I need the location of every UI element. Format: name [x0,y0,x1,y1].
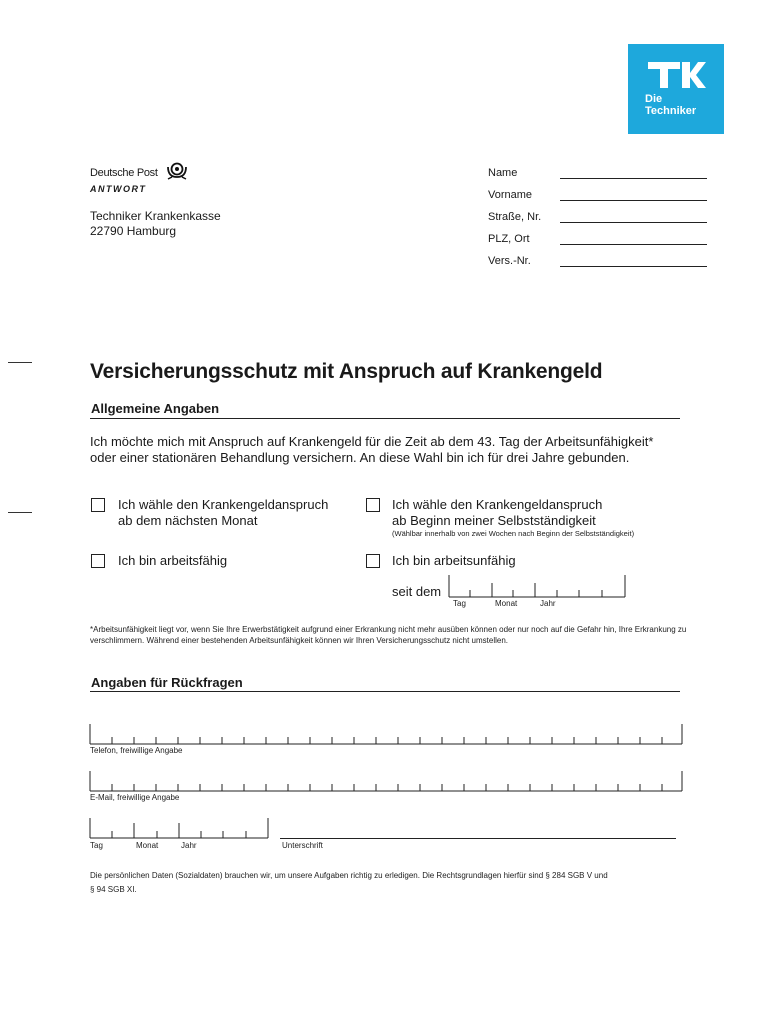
signature-date-label-day: Tag [90,841,103,850]
page-title: Versicherungsschutz mit Anspruch auf Krankengeld [90,360,603,383]
signature-label: Unterschrift [282,841,323,850]
field-label-first-name: Vorname [488,189,533,201]
signature-date-label-month: Monat [136,841,159,850]
signature-date-input[interactable] [88,818,272,840]
since-label: seit dem [392,584,442,599]
phone-label: Telefon, freiwillige Angabe [90,746,183,755]
checkbox-next-month[interactable] [91,498,105,512]
post-answer-label: ANTWORT [90,184,147,194]
date-label-month: Monat [495,599,518,608]
deutsche-post-name: Deutsche Post [90,167,158,179]
checkbox-self-employment[interactable] [366,498,380,512]
signature-line[interactable] [280,838,676,839]
section-heading-general: Allgemeine Angaben [91,401,220,416]
option-self-employment-line2: ab Beginn meiner Selbstständigkeit [392,513,596,528]
option-unfit-for-work: Ich bin arbeitsunfähig [392,553,516,568]
phone-input[interactable] [88,724,684,746]
logo-text [645,93,696,117]
option-next-month-line2: ab dem nächsten Monat [118,513,258,528]
email-input[interactable] [88,771,684,793]
date-label-day: Tag [453,599,466,608]
field-line-zip-city[interactable] [560,244,707,245]
privacy-notice-line2: § 94 SGB XI. [90,885,137,894]
option-next-month [118,497,328,529]
section-rule [90,691,680,692]
footnote: *Arbeitsunfähigkeit liegt vor, wenn Sie Ihre Erwerbstätigkeit aufgrund einer Erkrankung nicht mehr ausüben können oder nur noch auf die Gefahr hin, Ihre Erkrankung zu verschlimmern. Während einer bestehenden Arbeitsunfähigkeit können wir Ihren Versicherungsschutz nicht umstellen. [90,625,687,645]
post-horn-icon [166,162,188,180]
field-line-first-name[interactable] [560,200,707,201]
option-fit-for-work: Ich bin arbeitsfähig [118,553,228,568]
signature-date-label-year: Jahr [181,841,197,850]
self-employment-note: (Wählbar innerhalb von zwei Wochen nach Beginn der Selbstständigkeit) [392,529,635,538]
email-label: E-Mail, freiwillige Angabe [90,793,180,802]
logo-text-line2: Techniker [645,105,697,117]
privacy-notice-line1: Die persönlichen Daten (Sozialdaten) brauchen wir, um unsere Aufgaben richtig zu erledigen. Die Rechtsgrundlagen hierfür sind § 284 SGB V und [90,871,608,880]
field-label-street: Straße, Nr. [488,211,542,223]
section-rule [90,418,680,419]
recipient-name: Techniker Krankenkasse [90,209,221,223]
field-label-zip-city: PLZ, Ort [488,233,530,245]
tk-logo-mark-icon [646,60,706,90]
date-label-year: Jahr [540,599,556,608]
field-line-name[interactable] [560,178,707,179]
option-self-employment-line1: Ich wähle den Krankengeldanspruch [392,497,603,512]
section-heading-queries: Angaben für Rückfragen [91,675,243,690]
logo-text-line1: Die [645,93,663,105]
intro-text: Ich möchte mich mit Anspruch auf Krankengeld für die Zeit ab dem 43. Tag der Arbeitsunfähigkeit* oder einer stationären Behandlung versichern. An diese Wahl bin ich für drei Jahre gebunden. [90,434,654,465]
recipient-city: 22790 Hamburg [90,224,177,238]
date-since-input[interactable] [447,575,629,599]
checkbox-fit-for-work[interactable] [91,554,105,568]
fold-mark [8,362,32,363]
option-self-employment [392,497,602,529]
tk-logo [628,44,724,134]
field-label-insurance-no: Vers.-Nr. [488,255,531,267]
fold-mark [8,512,32,513]
field-line-insurance-no[interactable] [560,266,707,267]
field-line-street[interactable] [560,222,707,223]
option-next-month-line1: Ich wähle den Krankengeldanspruch [118,497,329,512]
field-label-name: Name [488,167,518,179]
checkbox-unfit-for-work[interactable] [366,554,380,568]
